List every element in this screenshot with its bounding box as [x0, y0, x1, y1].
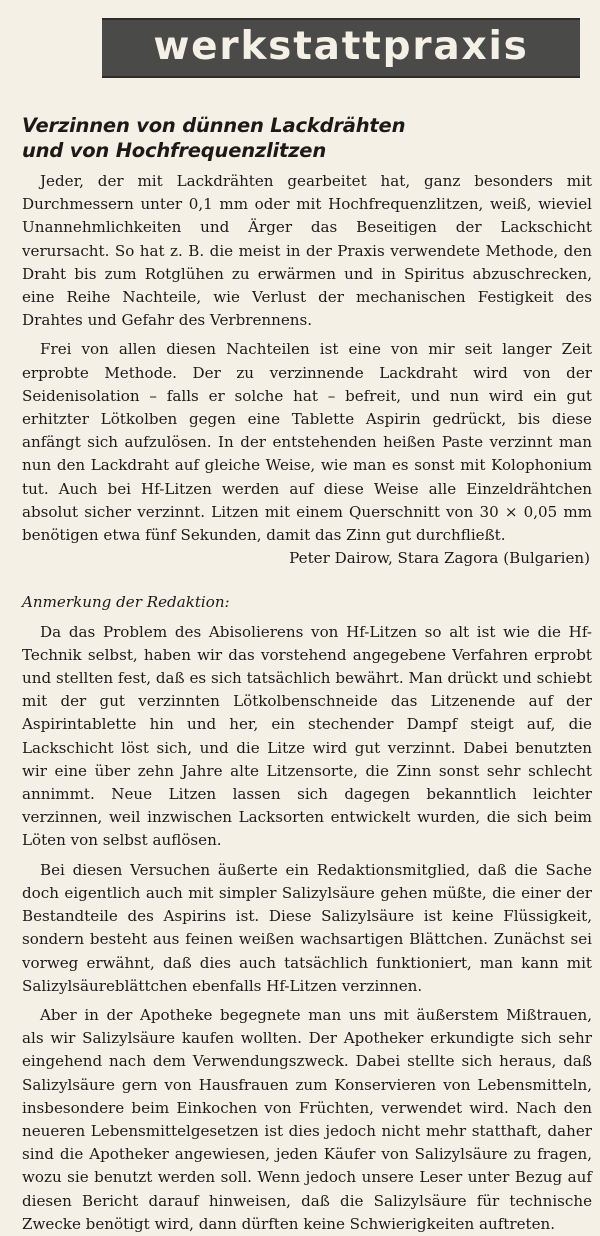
editor-note-paragraph-3: Aber in der Apotheke begegnete man uns mit äußerstem Mißtrauen, als wir Salizylsäure kaufen wollten. Der Apotheker erkundigte sich sehr eingehend nach dem Verwendungszweck. Dabei stellte sich heraus, daß Salizylsäure gern von Hausfrauen zum Konservieren von Lebensmitteln, insbesondere beim Einkochen von Früchten, verwendet wird. Nach den neueren Lebensmittelgesetzen ist dies jedoch nicht mehr statthaft, daher sind die Apotheker angewiesen, jeden Käufer von Salizylsäure zu fragen, wozu sie benutzt werden soll. Wenn jedoch unsere Leser unter Bezug auf diesen Bericht darauf hinweisen, daß die Salizylsäure für technische Zwecke benötigt wird, dann dürften keine Schwierigkeiten auftreten.	[22, 1005, 592, 1233]
article-paragraph-1: Jeder, der mit Lackdrähten gearbeitet hat, ganz besonders mit Durchmessern unter 0,1 mm oder mit Hochfrequenzlitzen, weiß, wieviel Unannehmlichkeiten und Ärger das Beseitigen der Lackschicht verursacht. So hat z. B. die meist in der Praxis verwendete Methode, den Draht bis zum Rotglühen zu erwärmen und in Spiritus abzuschrecken, eine Reihe Nachteile, wie Verlust der mechanischen Festigkeit des Drahtes und Gefahr des Verbrennens.	[22, 172, 592, 330]
author-signature: Peter Dairow, Stara Zagora (Bulgarien)	[289, 549, 590, 568]
editor-note-heading: Anmerkung der Redaktion:	[22, 593, 230, 612]
headline-line-2: und von Hochfrequenzlitzen	[22, 139, 327, 162]
headline-line-1: Verzinnen von dünnen Lackdrähten	[22, 114, 406, 137]
section-banner	[102, 18, 580, 78]
section-banner-title: werkstattpraxis	[153, 24, 529, 69]
editor-note-paragraph-2: Bei diesen Versuchen äußerte ein Redaktionsmitglied, daß die Sache doch eigentlich auch mit simpler Salizylsäure gehen müßte, die einer der Bestandteile des Aspirins ist. Diese Salizylsäure ist keine Flüssigkeit, sondern besteht aus feinen weißen wachsartigen Blättchen. Zunächst sei vorweg erwähnt, daß dies auch tatsächlich funktioniert, man kann mit Salizylsäureblättchen ebenfalls Hf-Litzen verzinnen.	[22, 860, 592, 995]
editor-note-paragraph-1: Da das Problem des Abisolierens von Hf-Litzen so alt ist wie die Hf-Technik selbst, haben wir das vorstehend angegebene Verfahren erprobt und stellten fest, daß es sich tatsächlich bewährt. Man drückt und schiebt mit der gut verzinnten Lötkolbenschneide das Litzenende auf der Aspirintablette hin und her, ein stechender Dampf steigt auf, die Lackschicht löst sich, und die Litze wird gut verzinnt. Dabei benutzten wir eine über zehn Jahre alte Litzensorte, die Zinn sonst sehr schlecht annimmt. Neue Litzen lassen sich dagegen bekanntlich leichter verzinnen, weil inzwischen Lacksorten entwickelt wurden, die sich beim Löten von selbst auflösen.	[22, 622, 592, 850]
article-body	[22, 170, 592, 1236]
article-headline	[22, 113, 582, 163]
article-paragraph-2: Frei von allen diesen Nachteilen ist eine von mir seit langer Zeit erprobte Methode. Der zu verzinnende Lackdraht wird von der Seidenisolation – falls er solche hat – befreit, und nun wird ein gut erhitzter Lötkolben gegen eine Tablette Aspirin gedrückt, bis diese anfängt sich aufzulösen. In der entstehenden heißen Paste verzinnt man nun den Lackdraht auf gleiche Weise, wie man es sonst mit Kolophonium tut. Auch bei Hf-Litzen werden auf diese Weise alle Einzeldrähtchen absolut sicher verzinnt. Litzen mit einem Querschnitt von 30 × 0,05 mm benötigen etwa fünf Sekunden, damit das Zinn gut durchfließt.	[22, 340, 592, 545]
